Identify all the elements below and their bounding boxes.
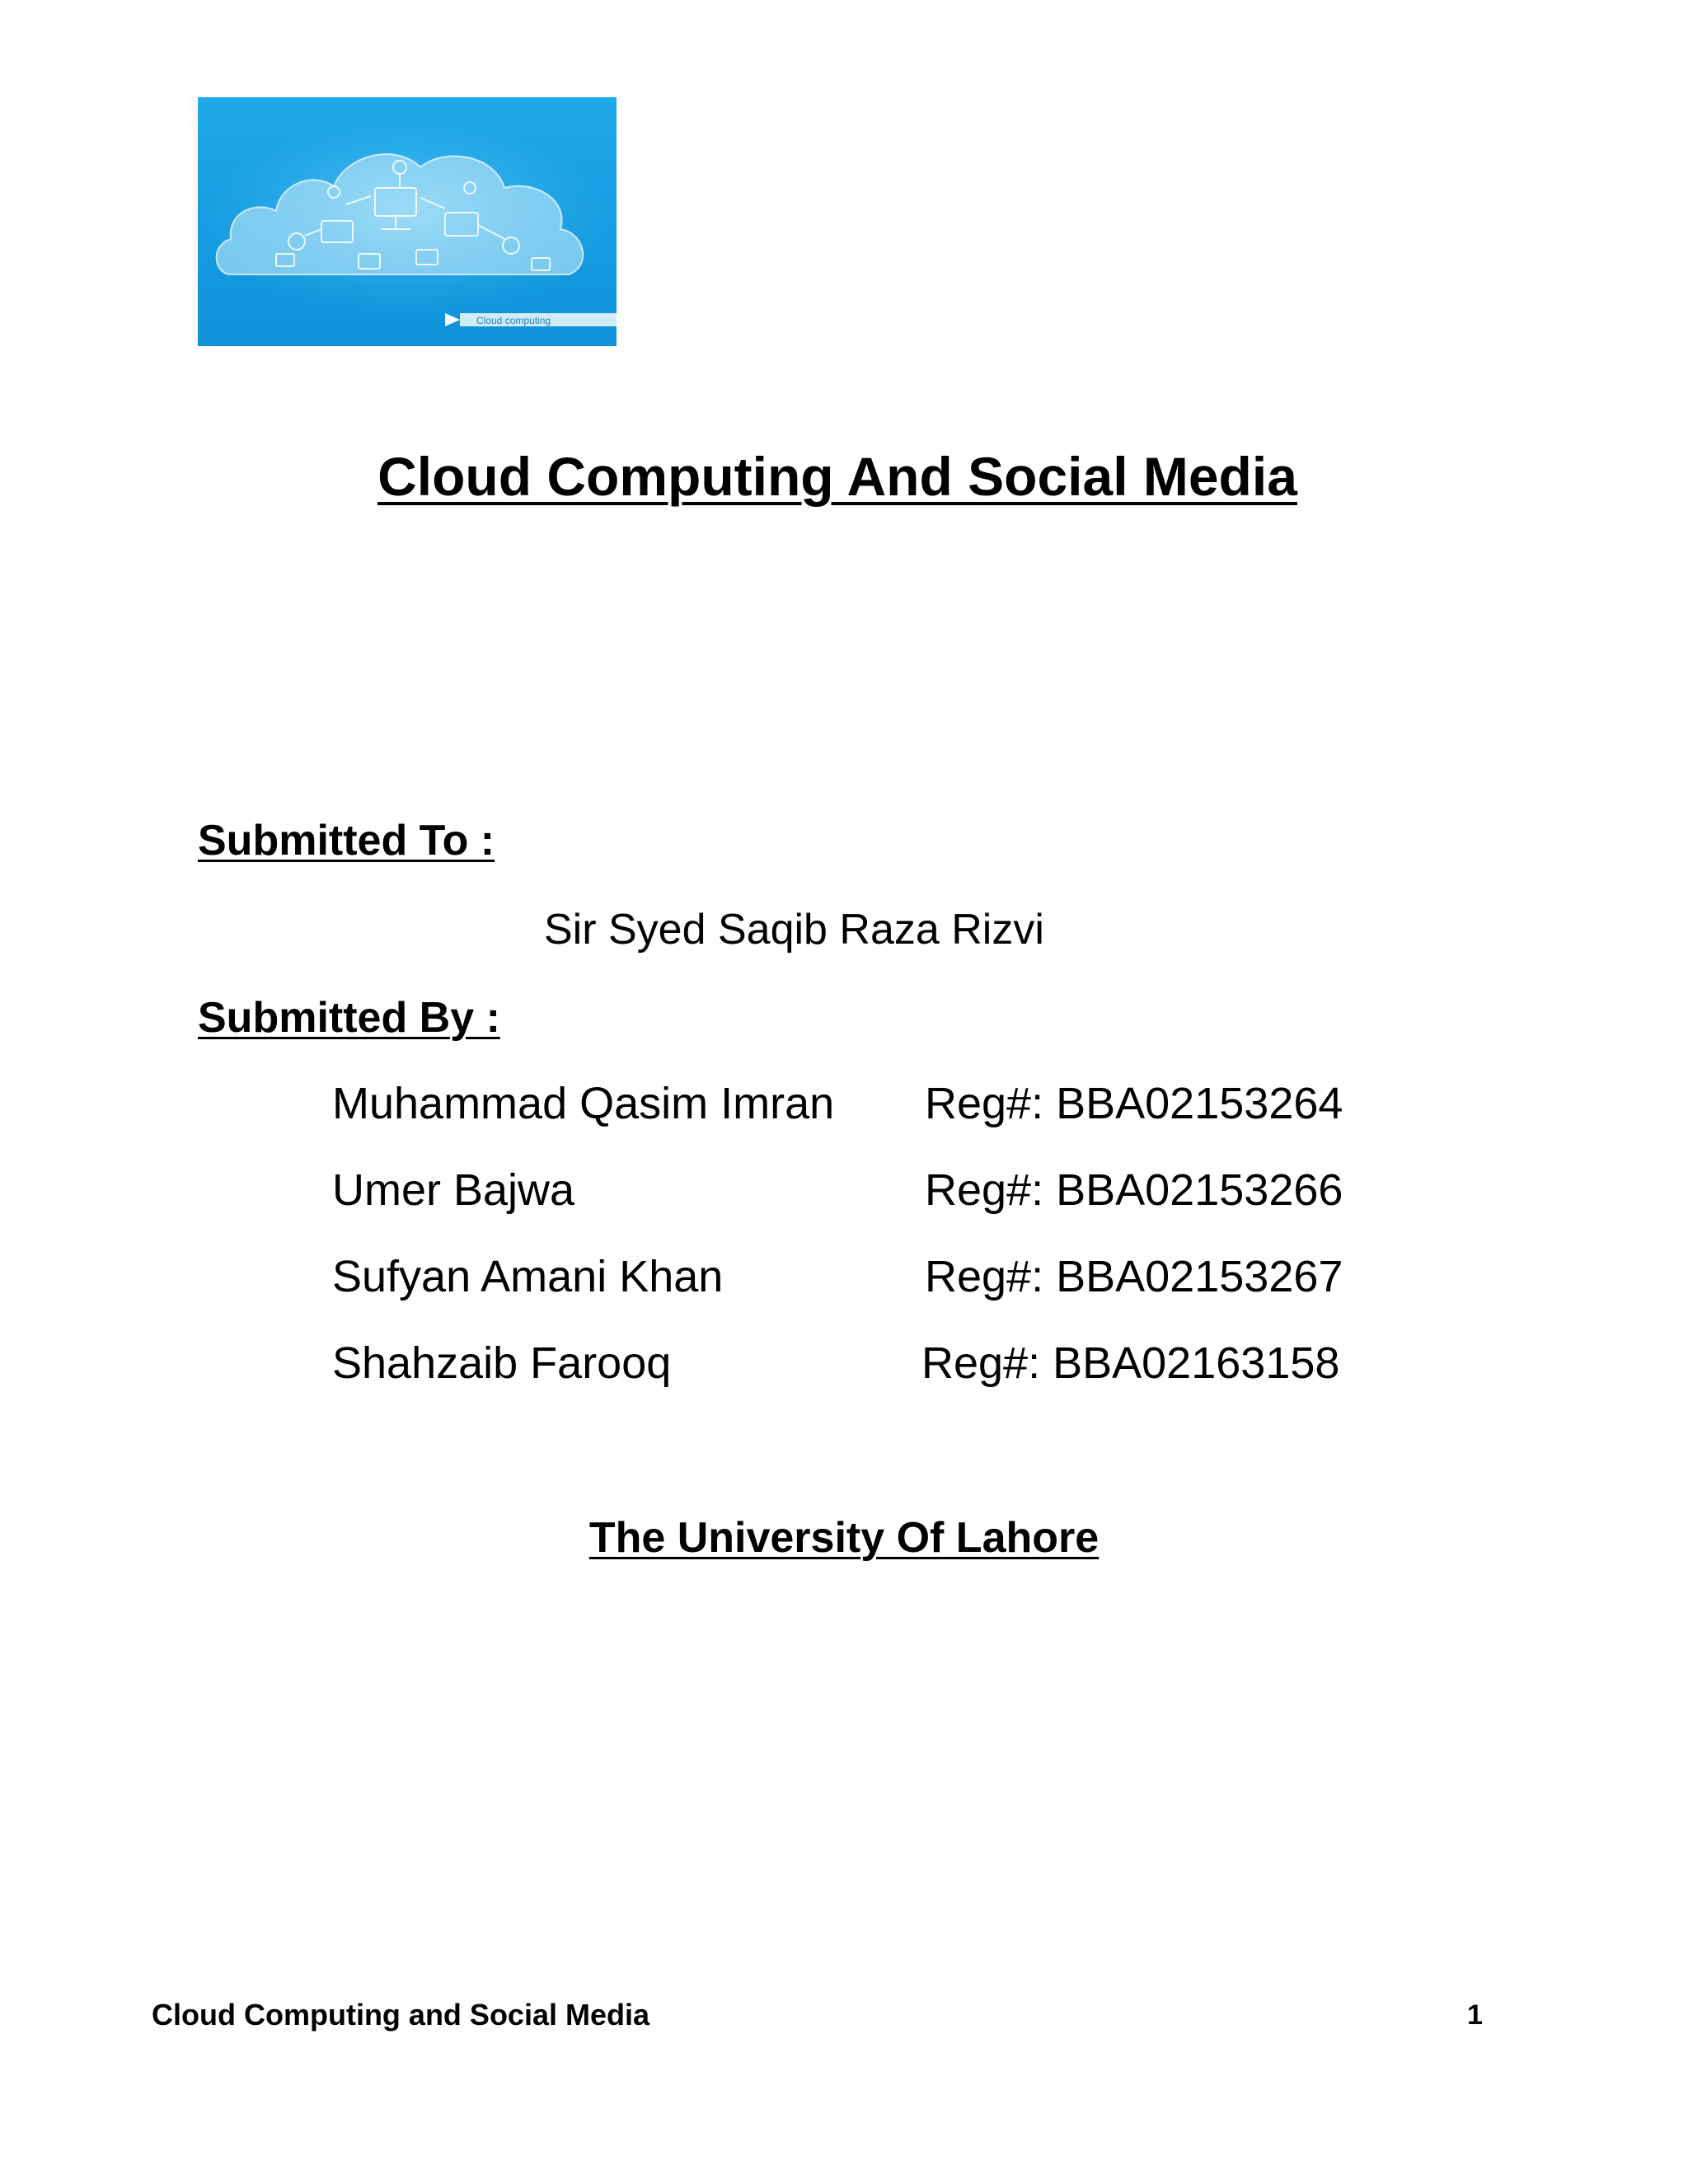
document-title-text: Cloud Computing And Social Media <box>377 446 1297 507</box>
page-number: 1 <box>1467 1999 1483 2031</box>
student-reg: Reg#: BBA02153267 <box>925 1252 1343 1301</box>
cover-caption: Cloud computing <box>476 315 551 326</box>
supervisor-name: Sir Syed Saqib Raza Rizvi <box>544 906 1044 954</box>
student-name: Shahzaib Farooq <box>332 1338 672 1388</box>
document-title <box>0 445 1688 508</box>
footer-title: Cloud Computing and Social Media <box>152 1998 650 2032</box>
student-name: Umer Bajwa <box>332 1165 575 1215</box>
submitted-by-label: Submitted By : <box>198 994 500 1042</box>
cover-image <box>198 97 617 346</box>
student-reg: Reg#: BBA02163158 <box>921 1338 1340 1388</box>
university-name <box>0 1513 1688 1563</box>
submitted-to-label: Submitted To : <box>198 817 495 865</box>
student-reg: Reg#: BBA02153266 <box>925 1165 1343 1215</box>
student-reg: Reg#: BBA02153264 <box>925 1079 1343 1128</box>
student-name: Sufyan Amani Khan <box>332 1252 724 1301</box>
student-name: Muhammad Qasim Imran <box>332 1079 835 1128</box>
university-name-text: The University Of Lahore <box>588 1514 1100 1562</box>
cloud-network-icon <box>198 97 617 346</box>
